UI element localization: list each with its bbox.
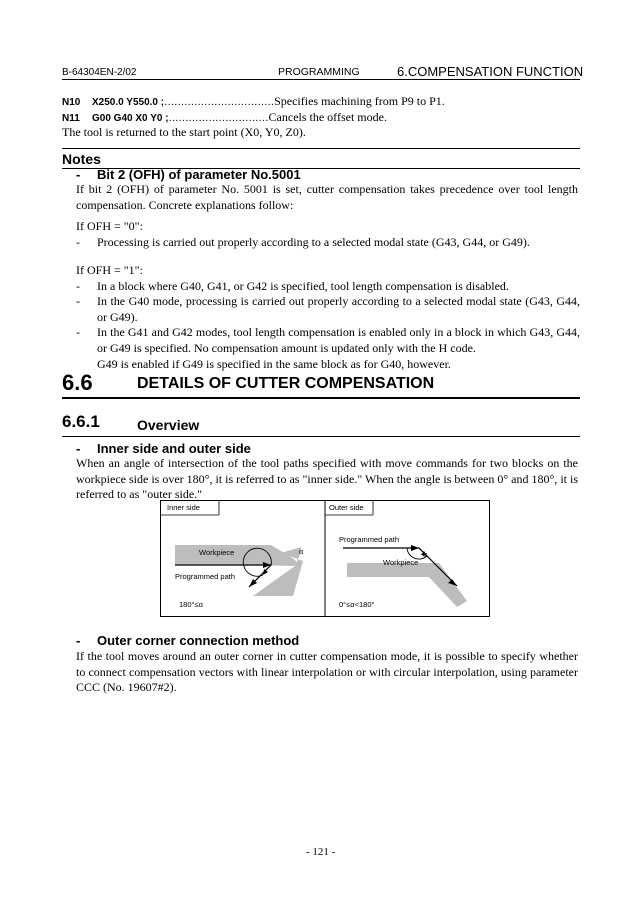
section-661-rule <box>62 436 580 437</box>
outer-path-label: Programmed path <box>339 535 400 544</box>
inner-side-title: Inner side <box>167 503 200 512</box>
program-line-code: G00 G40 X0 Y0 ; <box>92 113 169 124</box>
inner-path-label: Programmed path <box>175 572 236 581</box>
inner-outer-heading: Inner side and outer side <box>97 441 251 456</box>
program-line-desc: Specifies machining from P9 to P1. <box>274 94 445 108</box>
program-line-dots: ………………………… <box>168 113 269 124</box>
section-66-title: DETAILS OF CUTTER COMPENSATION <box>137 375 435 392</box>
program-line-n11 <box>62 110 387 126</box>
bullet-dash: - <box>76 235 80 249</box>
outer-corner-dash: - <box>76 633 81 648</box>
notes-sub-dash: - <box>76 167 81 182</box>
ofh1-item-text: In the G40 mode, processing is carried out properly according to a selected modal state (G43, G44, or G49). <box>97 294 580 324</box>
ofh1-item-text: In the G41 and G42 modes, tool length compensation is enabled only in a block in which G43, G44, or G49 is specified. No compensation amount is updated only with the H code. <box>97 325 580 355</box>
ofh1-label: If OFH = "1": <box>76 263 143 277</box>
inner-outer-diagram <box>161 501 489 616</box>
outer-condition-label: 0°≤α<180° <box>339 600 375 609</box>
ofh1-tail: G49 is enabled if G49 is specified in the same block as for G40, however. <box>97 357 451 371</box>
ofh1-item-text: In a block where G40, G41, or G42 is specified, tool length compensation is disabled. <box>97 279 509 293</box>
outer-corner-text: If the tool moves around an outer corner in cutter compensation mode, it is possible to specify whether to connect compensation vectors with linear interpolation or with circular interpolation, using parameter CCC (No. 19607#2). <box>76 649 578 694</box>
bullet-dash: - <box>76 294 80 308</box>
notes-sub-heading: Bit 2 (OFH) of parameter No.5001 <box>97 167 301 182</box>
notes-intro: If bit 2 (OFH) of parameter No. 5001 is set, cutter compensation takes precedence over tool length compensation. Concrete explanations follow: <box>76 182 578 212</box>
inner-outer-dash: - <box>76 441 81 456</box>
outer-side-title: Outer side <box>329 503 364 512</box>
section-66-rule <box>62 397 580 399</box>
inner-workpiece-label: Workpiece <box>199 548 235 557</box>
outer-path-arrow-1 <box>411 545 419 551</box>
bullet-dash: - <box>76 279 80 293</box>
header-rule <box>62 79 580 80</box>
bullet-dash: - <box>76 325 80 339</box>
notes-heading: Notes <box>62 151 101 167</box>
page-number: - 121 - <box>306 846 336 858</box>
header-chapter: 6.COMPENSATION FUNCTION <box>397 64 584 79</box>
program-line-desc: Cancels the offset mode. <box>268 110 387 124</box>
section-66-number: 6.6 <box>62 370 93 395</box>
inner-alpha-label: α <box>299 547 304 556</box>
program-line-label: N10 <box>62 97 81 108</box>
program-line-dots: …………………………… <box>164 97 275 108</box>
program-line-n10 <box>62 94 445 110</box>
outer-corner-heading: Outer corner connection method <box>97 633 300 648</box>
outer-workpiece-label: Workpiece <box>383 558 419 567</box>
ofh0-label: If OFH = "0": <box>76 219 143 233</box>
section-661-title: Overview <box>137 417 200 433</box>
program-line-code: X250.0 Y550.0 ; <box>92 97 165 108</box>
inner-outer-text: When an angle of intersection of the tool paths specified with move commands for two blocks on the workpiece side is over 180°, it is referred to as "inner side." When the angle is between 0° and 180°, it is referred to as "outer side." <box>76 456 578 501</box>
notes-top-rule <box>62 148 580 149</box>
header-section: PROGRAMMING <box>278 66 360 78</box>
ofh0-item-text: Processing is carried out properly according to a selected modal state (G43, G44, or G49). <box>97 235 530 249</box>
return-note: The tool is returned to the start point (X0, Y0, Z0). <box>62 125 306 139</box>
inner-condition-label: 180°≤α <box>179 600 203 609</box>
outer-alpha-label: α <box>423 550 428 559</box>
section-661-number: 6.6.1 <box>62 412 100 431</box>
program-line-label: N11 <box>62 113 80 124</box>
document-id: B-64304EN-2/02 <box>62 67 137 78</box>
inner-outer-figure <box>160 500 490 617</box>
